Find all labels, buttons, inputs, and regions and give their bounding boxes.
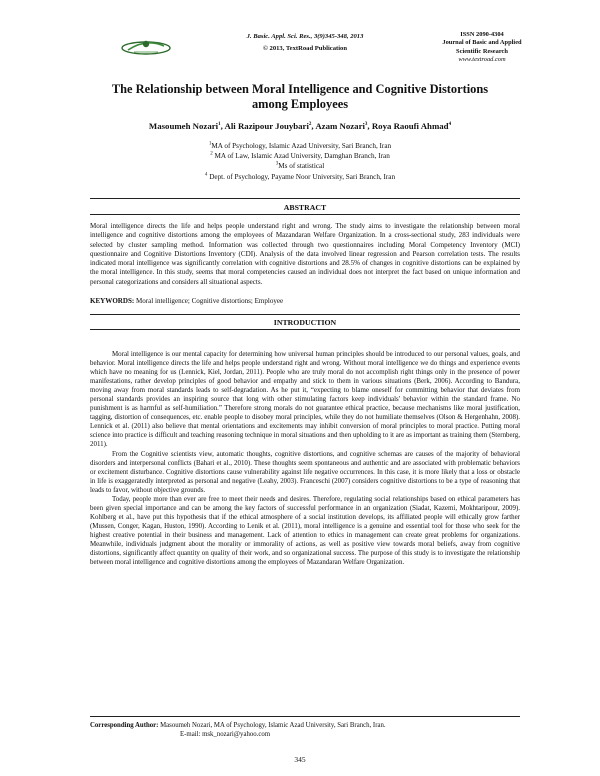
affiliation: $^3$Ms of statistical	[275, 162, 325, 171]
divider	[90, 214, 520, 215]
author: Ali Razipour Jouybari$^2$,	[224, 121, 316, 131]
paper-title-line1: The Relationship between Moral Intelligence and Cognitive Distortions	[111, 82, 489, 96]
divider	[90, 198, 520, 199]
abstract-heading: ABSTRACT	[283, 203, 327, 212]
author: Roya Raoufi Ahmad$^4$	[371, 121, 452, 131]
paper-title-line2: among Employees	[251, 97, 349, 111]
footnote-divider	[90, 716, 520, 717]
corr-text: Masoumeh Nozari, MA of Psychology, Islamic Azad University, Sari Branch, Iran.	[158, 722, 386, 729]
journal-name-line2: Scientific Research	[456, 47, 508, 55]
author-list	[60, 121, 540, 131]
page-number: 345	[294, 755, 306, 764]
paragraph: Today, people more than ever are free to meet their needs and desires. Therefore, regulating social relationships based on ethical parameters has been given special importance and can be among the key factors of successful performance in an organization (Siadat, Kazemi, Mokhtaripour, 2009). Kohlberg et al., have put this hypothesis that if the ethical atmosphere of a social institution develops, its affiliated people will ethically grow farther (Mussen, Conger, Kagan, Huston, 1990). According to Lenik et al. (2011), moral intelligence is a genuine and essential tool for those who seek for the highest creative potential in their business and management. Lack of attention to ethics in management can create great problems for organizations. Meanwhile, individuals judgment about the morality or immorality of actions, as well as positive view towards moral beliefs, away from cognitive distortions, significantly affect quantity on quality of their work, and so organizational success. The purpose of this study is to investigate the relationship between moral intelligence and cognitive distortions among the employees of Mazandaran Welfare Organization.	[90, 494, 520, 567]
paragraph: Moral intelligence is our mental capacity for determining how universal human principles should be introduced to our personal values, goals, and behavior. Moral intelligence directs the life and helps people understand right and wrong. Without moral intelligence we do things and experience events which have no meaning for us (Lennick, Kiel, Jordan, 2011). People who are truly moral do not accomplish right things only in the presence of power manifestations, rather develop principles of good behavior and empathy and stick to them in various situations (Berk, 2006). According to Bandura, moving away from moral standards leads to self-degradation. As he put it, “expecting to blame oneself for committing behavior that deviates from personal standards provides an inspiring source that long with other stimulating factors keep individuals' behavior within the standard frame. No punishment is as harmful as self-humiliation.” Therefore strong morals do not guarantee ethical practice, because mechanisms like moral justification, tagging, distortion of consequences, etc. enable people to disobey moral principles, while they do not humiliate themselves (Olson & Hergenhahn, 2008). Lennick et al. (2011) also believe that mental orientations and excitements may inhibit conversion of moral principles to moral practice. Putting moral science into practice is difficult and teaching reasoning technique in moral situations and then upholding to it are as important as training them (Sternberg, 2011).	[90, 350, 520, 449]
affiliation: $^4$ Dept. of Psychology, Payame Noor University, Sari Branch, Iran	[204, 172, 396, 181]
divider	[90, 329, 520, 330]
journal-website: www.textroad.com	[458, 56, 506, 64]
header-center	[200, 31, 410, 55]
affiliation-list	[100, 141, 500, 182]
keywords	[90, 297, 520, 306]
keywords-list: Moral intelligence; Cognitive distortions; Employee	[134, 297, 284, 305]
introduction-body	[90, 350, 520, 567]
abstract-text: Moral intelligence directs the life and helps people understand right and wrong. The study aims to investigate the relationship between moral intelligence and cognitive distortions among the employees of Mazandaran Welfare Organization. In a cross-sectional study, 283 individuals were selected by cluster sampling method. Information was collected through two questionnaires including Moral Competency Inventory (MCI) questionnaire and Cognitive Distortions Inventory (CDI). Analysis of the data involved linear regression and Pearson correlation tests. The results indicated moral intelligence was significantly correlation with cognitive distortions and 28.5% of changes in cognitive distortions can be explained by the moral intelligence. In this study, seems that moral competencies caused an individual does not interpret the fact based on unique information and personal categorizations and considers all situational aspects.	[90, 222, 520, 286]
issn: ISSN 2090-4304	[460, 31, 504, 38]
textroad-logo-icon	[120, 36, 172, 58]
author: Masoumeh Nozari$^1$,	[148, 121, 225, 131]
header-right	[422, 31, 542, 65]
journal-name-line1: Journal of Basic and Applied	[442, 39, 522, 47]
affiliation: $^2$ MA of Law, Islamic Azad University, Damghan Branch, Iran	[210, 151, 390, 161]
corresponding-author	[90, 722, 520, 740]
introduction-heading: INTRODUCTION	[273, 318, 337, 327]
paper-title	[80, 82, 520, 112]
corr-email: E-mail: msk_nozari@yahoo.com	[180, 730, 271, 738]
author: Azam Nozari$^3$,	[315, 121, 372, 131]
divider	[90, 314, 520, 315]
keywords-label: KEYWORDS:	[90, 297, 135, 305]
journal-citation: J. Basic. Appl. Sci. Res., 3(9)345-348, 2013	[246, 33, 364, 40]
corr-label: Corresponding Author:	[90, 722, 159, 729]
affiliation: $^1$MA of Psychology, Islamic Azad University, Sari Branch, Iran	[208, 141, 392, 150]
copyright: © 2013, TextRoad Publication	[262, 45, 348, 52]
paragraph: From the Cognitive scientists view, automatic thoughts, cognitive distortions, and cognitive schemas are causes of the majority of behavioral disorders and interpersonal conflicts (Bahari et al., 2010). These thoughts seem spontaneous and authentic and are associated with problematic behaviors or excitement disturbance. Cognitive distortions cause vulnerability against life negative occurrences. In this case, it is more likely that a loss or obstacle in life is exaggeratedly interpreted as personal and negative (Leahy, 2003). Franceschi (2007) considers cognitive distortions to be a type of reasoning that leads to favor, without objective grounds.	[90, 449, 520, 494]
